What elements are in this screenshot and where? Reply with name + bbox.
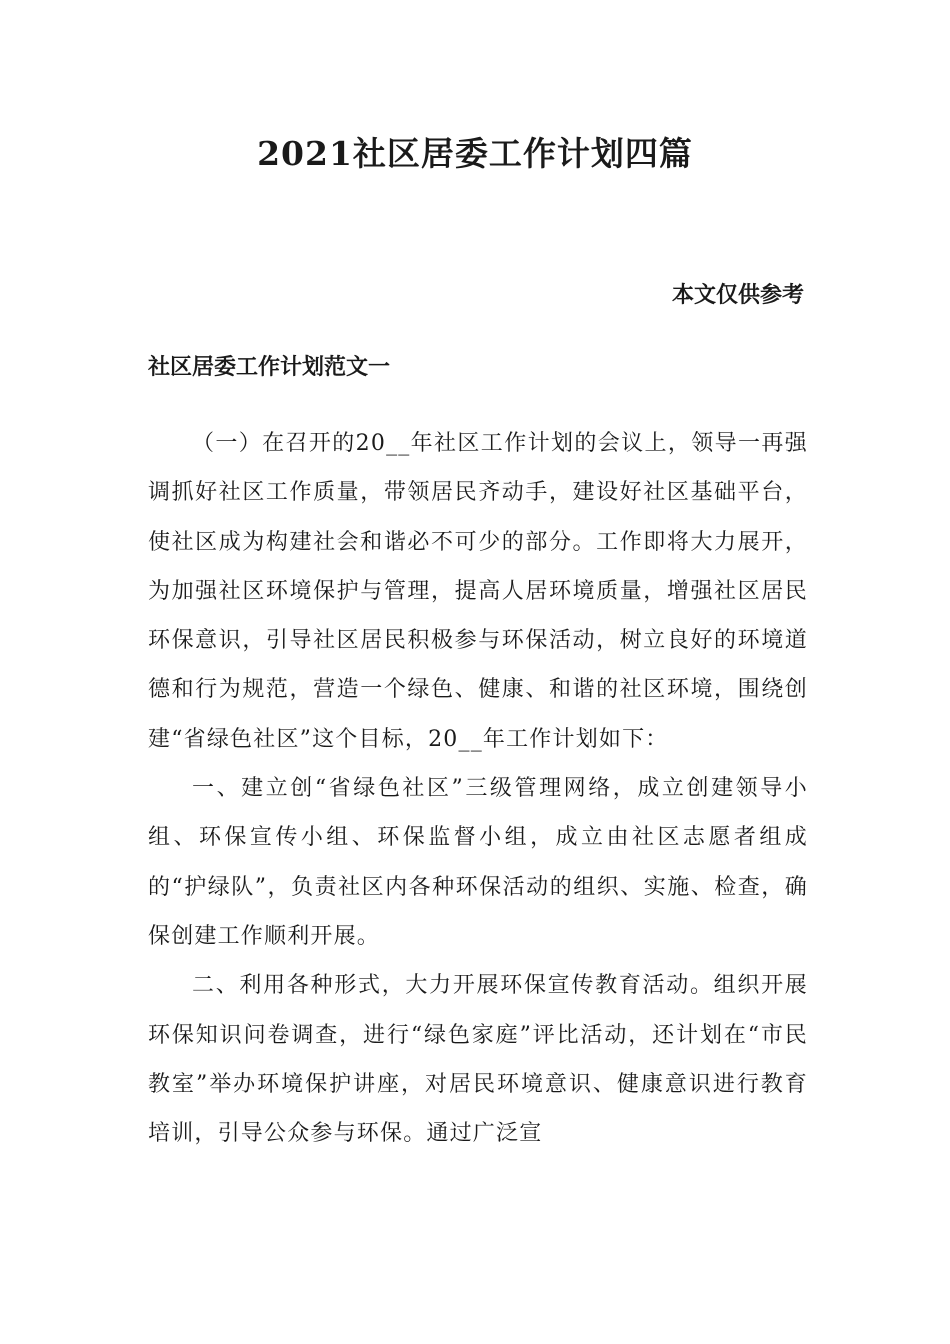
paragraph-item-one: 一、建立创“省绿色社区”三级管理网络，成立创建领导小组、环保宣传小组、环保监督小组，成立由社区志愿者组成的“护绿队”，负责社区内各种环保活动的组织、实施、检查，确保创建工作顺利开展。 [148,776,808,949]
document-title: 2021社区居委工作计划四篇 [257,134,693,173]
document-body [148,419,808,1158]
section-heading: 社区居委工作计划范文一 [148,355,391,380]
paragraph-item-two: 二、利用各种形式，大力开展环保宣传教育活动。组织开展环保知识问卷调查，进行“绿色家庭”评比活动，还计划在“市民教室”举办环境保护讲座，对居民环境意识、健康意识进行教育培训，引导公众参与环保。通过广泛宣 [148,973,808,1147]
reference-note: 本文仅供参考 [671,283,804,308]
paragraph-intro: （一）在召开的20__年社区工作计划的会议上，领导一再强调抓好社区工作质量，带领居民齐动手，建设好社区基础平台，使社区成为构建社会和谐必不可少的部分。工作即将大力展开，为加强社区环境保护与管理，提高人居环境质量，增强社区居民环保意识，引导社区居民积极参与环保活动，树立良好的环境道德和行为规范，营造一个绿色、健康、和谐的社区环境，围绕创建“省绿色社区”这个目标，20__年工作计划如下： [148,431,808,752]
